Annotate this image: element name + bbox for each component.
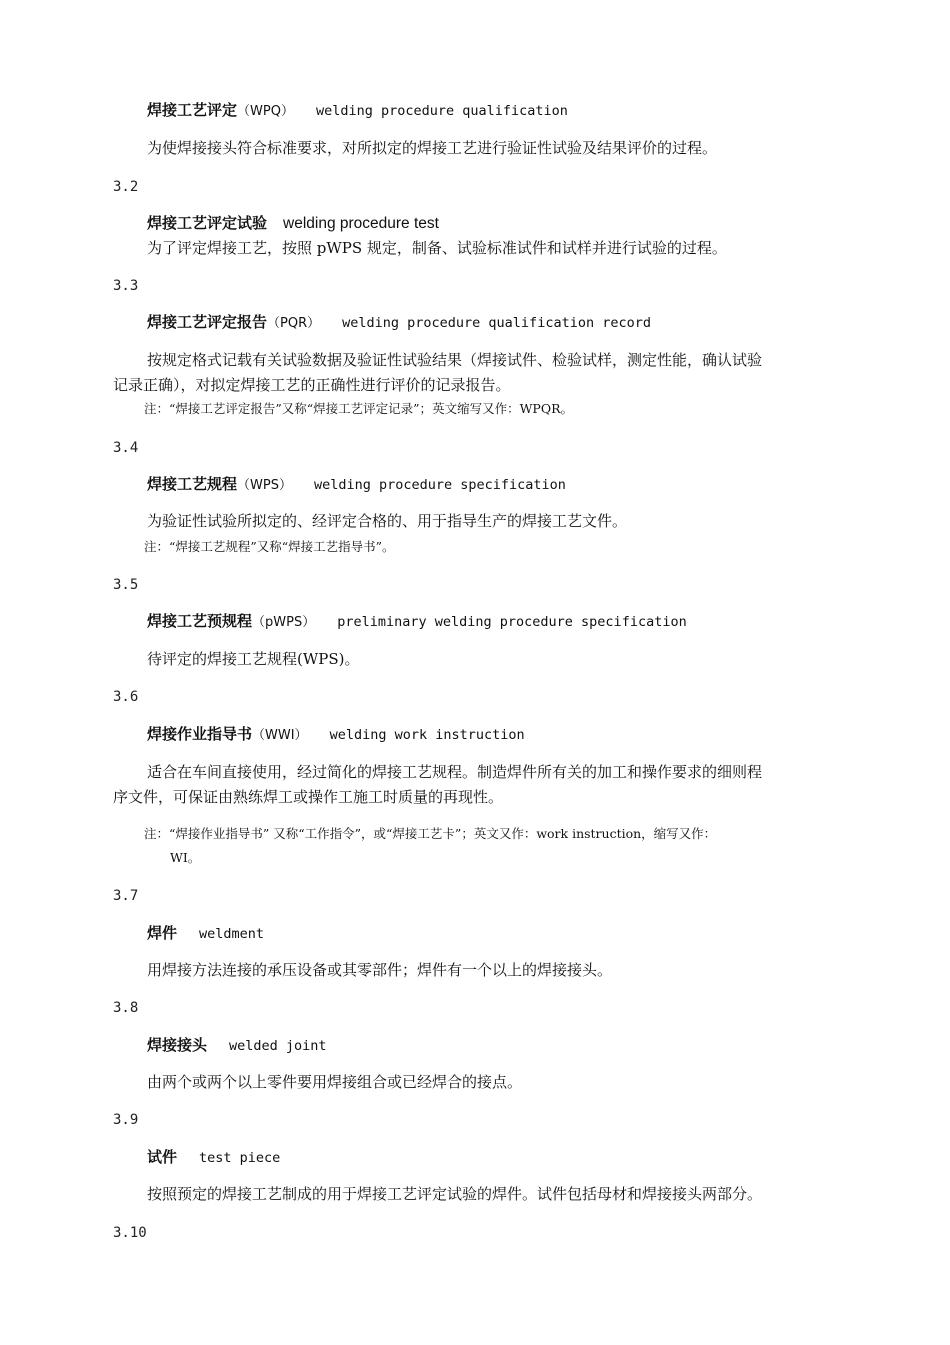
term-heading-wpq bbox=[147, 103, 568, 119]
clause-number-3-9: 3.9 bbox=[113, 1112, 139, 1128]
term-name-zh: 焊接工艺规程 bbox=[147, 475, 238, 493]
term-abbreviation: （WWI） bbox=[252, 728, 308, 743]
term-definition-3-8: 由两个或两个以上零件要用焊接组合或已经焊合的接点。 bbox=[147, 1073, 523, 1091]
term-name-zh: 焊件 bbox=[147, 924, 178, 942]
term-definition-wpq: 为使焊接接头符合标准要求，对所拟定的焊接工艺进行验证性试验及结果评价的过程。 bbox=[147, 139, 718, 157]
term-note-3-6-line-2: WI。 bbox=[170, 850, 201, 865]
term-name-en: welded joint bbox=[229, 1038, 327, 1054]
term-name-en: preliminary welding procedure specification bbox=[337, 614, 687, 630]
term-name-en: weldment bbox=[199, 926, 265, 942]
term-definition-3-5: 待评定的焊接工艺规程(WPS)。 bbox=[147, 650, 360, 668]
term-heading-3-2 bbox=[147, 216, 439, 232]
clause-number-3-8: 3.8 bbox=[113, 1000, 139, 1016]
term-heading-3-5 bbox=[147, 614, 687, 630]
term-heading-3-6 bbox=[147, 727, 525, 743]
clause-number-3-10: 3.10 bbox=[113, 1225, 147, 1241]
term-name-zh: 焊接工艺评定试验 bbox=[147, 214, 268, 232]
term-definition-3-2: 为了评定焊接工艺，按照 pWPS 规定，制备、试验标准试件和试样并进行试验的过程。 bbox=[147, 239, 727, 257]
term-definition-3-7: 用焊接方法连接的承压设备或其零部件；焊件有一个以上的焊接接头。 bbox=[147, 961, 613, 979]
clause-number-3-2: 3.2 bbox=[113, 179, 139, 195]
term-name-en: welding procedure specification bbox=[313, 477, 566, 493]
term-name-zh: 试件 bbox=[147, 1148, 178, 1166]
term-heading-3-4 bbox=[147, 477, 566, 493]
term-abbreviation: （WPQ） bbox=[237, 104, 294, 119]
term-note-3-6-line-1: 注：“焊接作业指导书” 又称“工作指令”，或“焊接工艺卡”；英文又作：work instruction，缩写又作： bbox=[144, 826, 717, 841]
term-heading-3-8 bbox=[147, 1038, 327, 1054]
clause-number-3-7: 3.7 bbox=[113, 888, 139, 904]
term-heading-3-3 bbox=[147, 315, 651, 331]
clause-number-3-3: 3.3 bbox=[113, 278, 139, 294]
term-name-zh: 焊接接头 bbox=[147, 1036, 208, 1054]
term-definition-3-6-line-2: 序文件，可保证由熟练焊工或操作工施工时质量的再现性。 bbox=[113, 788, 504, 806]
term-definition-3-6-line-1: 适合在车间直接使用，经过简化的焊接工艺规程。制造焊件所有关的加工和操作要求的细则程 bbox=[147, 763, 763, 781]
clause-number-3-6: 3.6 bbox=[113, 689, 139, 705]
term-name-zh: 焊接作业指导书 bbox=[147, 725, 253, 743]
term-note-3-4: 注：“焊接工艺规程”又称“焊接工艺指导书”。 bbox=[144, 539, 395, 554]
term-heading-3-9 bbox=[147, 1150, 280, 1166]
term-abbreviation: （pWPS） bbox=[252, 615, 316, 630]
clause-number-3-4: 3.4 bbox=[113, 440, 139, 456]
term-definition-3-3-line-1: 按规定格式记载有关试验数据及验证性试验结果（焊接试件、检验试样，测定性能，确认试验 bbox=[147, 351, 763, 369]
term-note-3-3: 注：“焊接工艺评定报告”又称“焊接工艺评定记录”；英文缩写又作：WPQR。 bbox=[144, 401, 573, 416]
term-name-zh: 焊接工艺评定 bbox=[147, 101, 238, 119]
term-name-en: welding procedure test bbox=[283, 215, 439, 232]
term-name-zh: 焊接工艺预规程 bbox=[147, 612, 253, 630]
term-abbreviation: （WPS） bbox=[237, 478, 292, 493]
term-name-en: test piece bbox=[199, 1150, 281, 1166]
term-abbreviation: （PQR） bbox=[267, 316, 321, 331]
term-heading-3-7 bbox=[147, 926, 264, 942]
term-name-zh: 焊接工艺评定报告 bbox=[147, 313, 268, 331]
term-definition-3-4: 为验证性试验所拟定的、经评定合格的、用于指导生产的焊接工艺文件。 bbox=[147, 512, 628, 530]
term-name-en: welding procedure qualification record bbox=[342, 315, 651, 331]
term-name-en: welding procedure qualification bbox=[315, 103, 568, 119]
clause-number-3-5: 3.5 bbox=[113, 577, 139, 593]
term-definition-3-9: 按照预定的焊接工艺制成的用于焊接工艺评定试验的焊件。试件包括母材和焊接接头两部分。 bbox=[147, 1185, 763, 1203]
term-name-en: welding work instruction bbox=[329, 727, 525, 743]
term-definition-3-3-line-2: 记录正确），对拟定焊接工艺的正确性进行评价的记录报告。 bbox=[113, 376, 511, 394]
